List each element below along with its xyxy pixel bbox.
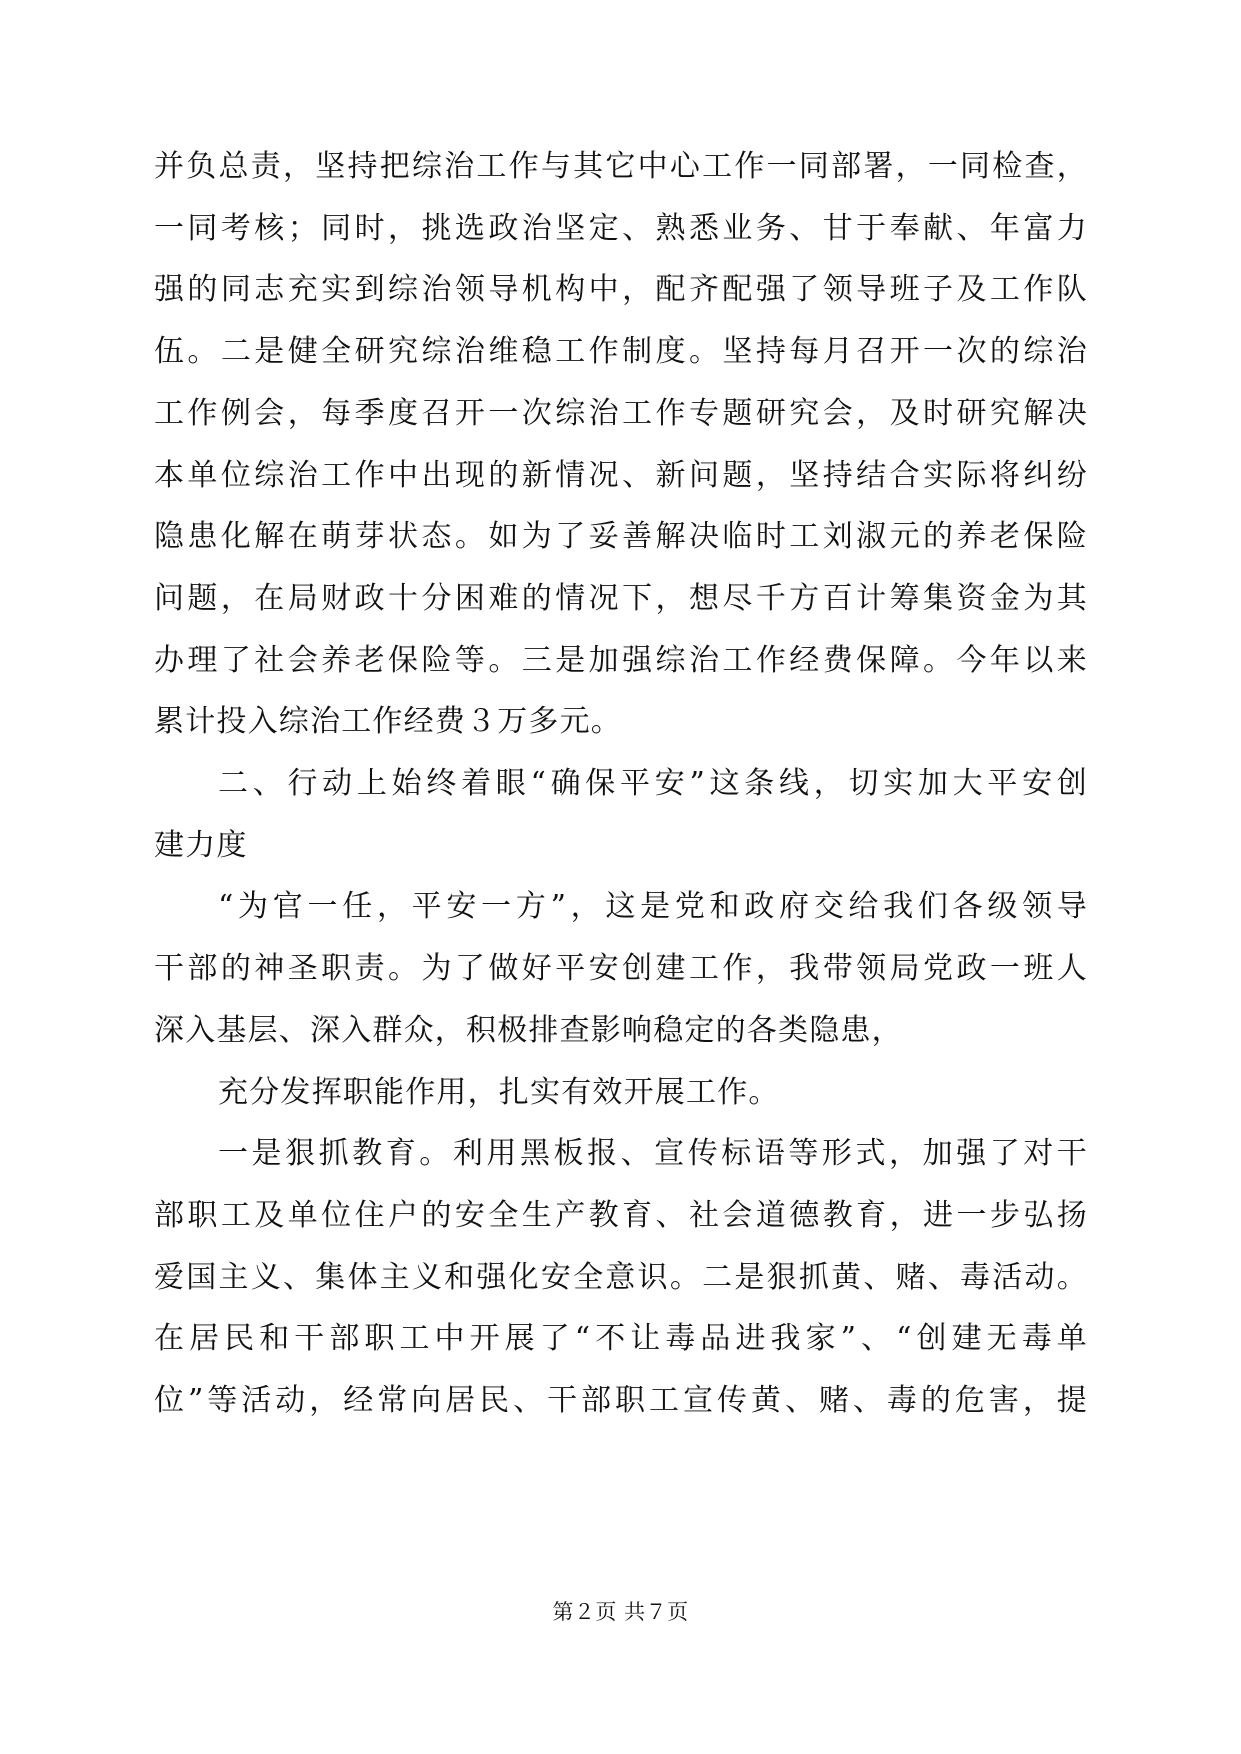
text-line: 位”等活动，经常向居民、干部职工宣传黄、赌、毒的危害，提 xyxy=(154,1383,1088,1419)
text-line: 本单位综治工作中出现的新情况、新问题，坚持结合实际将纠纷 xyxy=(154,457,1088,493)
text-line: 累计投入综治工作经费３万多元。 xyxy=(154,704,622,740)
section-heading-2 xyxy=(154,753,1088,876)
text-line: 一是狠抓教育。利用黑板报、宣传标语等形式，加强了对干 xyxy=(218,1136,1088,1172)
text-line: 伍。二是健全研究综治维稳工作制度。坚持每月召开一次的综治 xyxy=(154,334,1088,370)
text-line: 一同考核；同时，挑选政治坚定、熟悉业务、甘于奉献、年富力 xyxy=(154,210,1088,246)
text-line: “为官一任，平安一方”，这是党和政府交给我们各级领导 xyxy=(218,889,1088,925)
text-line: 问题，在局财政十分困难的情况下，想尽千方百计筹集资金为其 xyxy=(154,580,1088,616)
text-line: 二、行动上始终着眼“确保平安”这条线，切实加大平安创 xyxy=(218,766,1088,802)
text-line: 工作例会，每季度召开一次综治工作专题研究会，及时研究解决 xyxy=(154,395,1088,431)
text-line: 办理了社会养老保险等。三是加强综治工作经费保障。今年以来 xyxy=(154,642,1088,678)
page-number-footer: 第２页 共７页 xyxy=(552,1600,689,1624)
text-line: 在居民和干部职工中开展了“不让毒品进我家”、“创建无毒单 xyxy=(154,1321,1088,1357)
text-line: 爱国主义、集体主义和强化安全意识。二是狠抓黄、赌、毒活动。 xyxy=(154,1259,1088,1295)
paragraph-duty xyxy=(154,876,1088,1061)
text-line: 隐患化解在萌芽状态。如为了妥善解决临时工刘淑元的养老保险 xyxy=(154,519,1088,555)
text-line: 部职工及单位住户的安全生产教育、社会道德教育，进一步弘扬 xyxy=(154,1197,1088,1233)
paragraph-education xyxy=(154,1123,1088,1432)
text-line: 强的同志充实到综治领导机构中，配齐配强了领导班子及工作队 xyxy=(154,272,1088,308)
text-line: 充分发挥职能作用，扎实有效开展工作。 xyxy=(218,1074,780,1110)
text-line: 并负总责，坚持把综治工作与其它中心工作一同部署，一同检查， xyxy=(154,149,1088,184)
paragraph-leadership xyxy=(154,136,1088,753)
text-line: 干部的神圣职责。为了做好平安创建工作，我带领局党政一班人 xyxy=(154,951,1088,987)
text-line: 建力度 xyxy=(154,827,248,863)
document-body xyxy=(154,136,1088,1432)
paragraph-function xyxy=(154,1062,1088,1124)
text-line: 深入基层、深入群众，积极排查影响稳定的各类隐患， xyxy=(154,1012,903,1048)
